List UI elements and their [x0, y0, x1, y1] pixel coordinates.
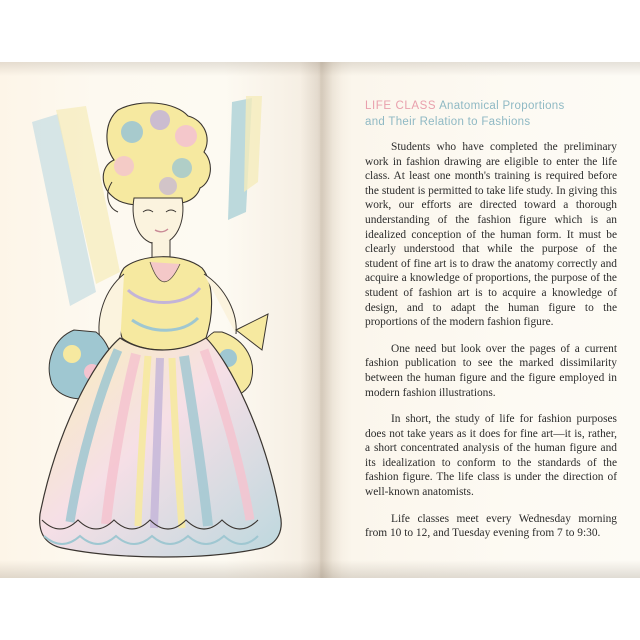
paragraph-1: Students who have completed the preliminary work in fashion drawing are eligible to enter the life class. At least one month's training is required before the student is permitted to take life study. In giving this work, our efforts are directed toward a thorough understanding of the fashion figure which is an idealized conception of the human form. It must be clearly understood that while the purpose of the student of fine art is to draw the anatomy correctly and acquire a knowledge of proportions, the purpose of the student of fashion art is to acquire a knowledge of design, and to adapt the human figure to the proportions of the modern fashion figure. [365, 141, 617, 329]
paragraph-2: One need but look over the pages of a current fashion publication to see the marked dissimilarity between the human figure and the figure employed in modern fashion illustrations. [365, 342, 617, 399]
illustration-hair [103, 103, 210, 212]
headline-line-2: and Their Relation to Fashions [365, 116, 531, 128]
fashion-figure-gown-illustration [0, 62, 320, 578]
body-text [365, 140, 617, 541]
paragraph-4: Life classes meet every Wednesday morning from 10 to 12, and Tuesday evening from 7 to 9:30. [365, 512, 617, 540]
headline-rest: Anatomical Proportions [436, 100, 565, 112]
right-page [320, 62, 640, 578]
paragraph-3: In short, the study of life for fashion purposes does not take years as it does for fine art—it is, rather, a short concentrated analysis of the human figure and its idealization to conform to the standards of the fashion figure. The life class is under the direction of well-known anatomists. [365, 413, 617, 499]
left-page [0, 62, 320, 578]
page-title [365, 98, 615, 130]
headline-lead: LIFE CLASS [365, 100, 437, 112]
illustration-face [133, 198, 183, 262]
book-spread [0, 62, 640, 578]
